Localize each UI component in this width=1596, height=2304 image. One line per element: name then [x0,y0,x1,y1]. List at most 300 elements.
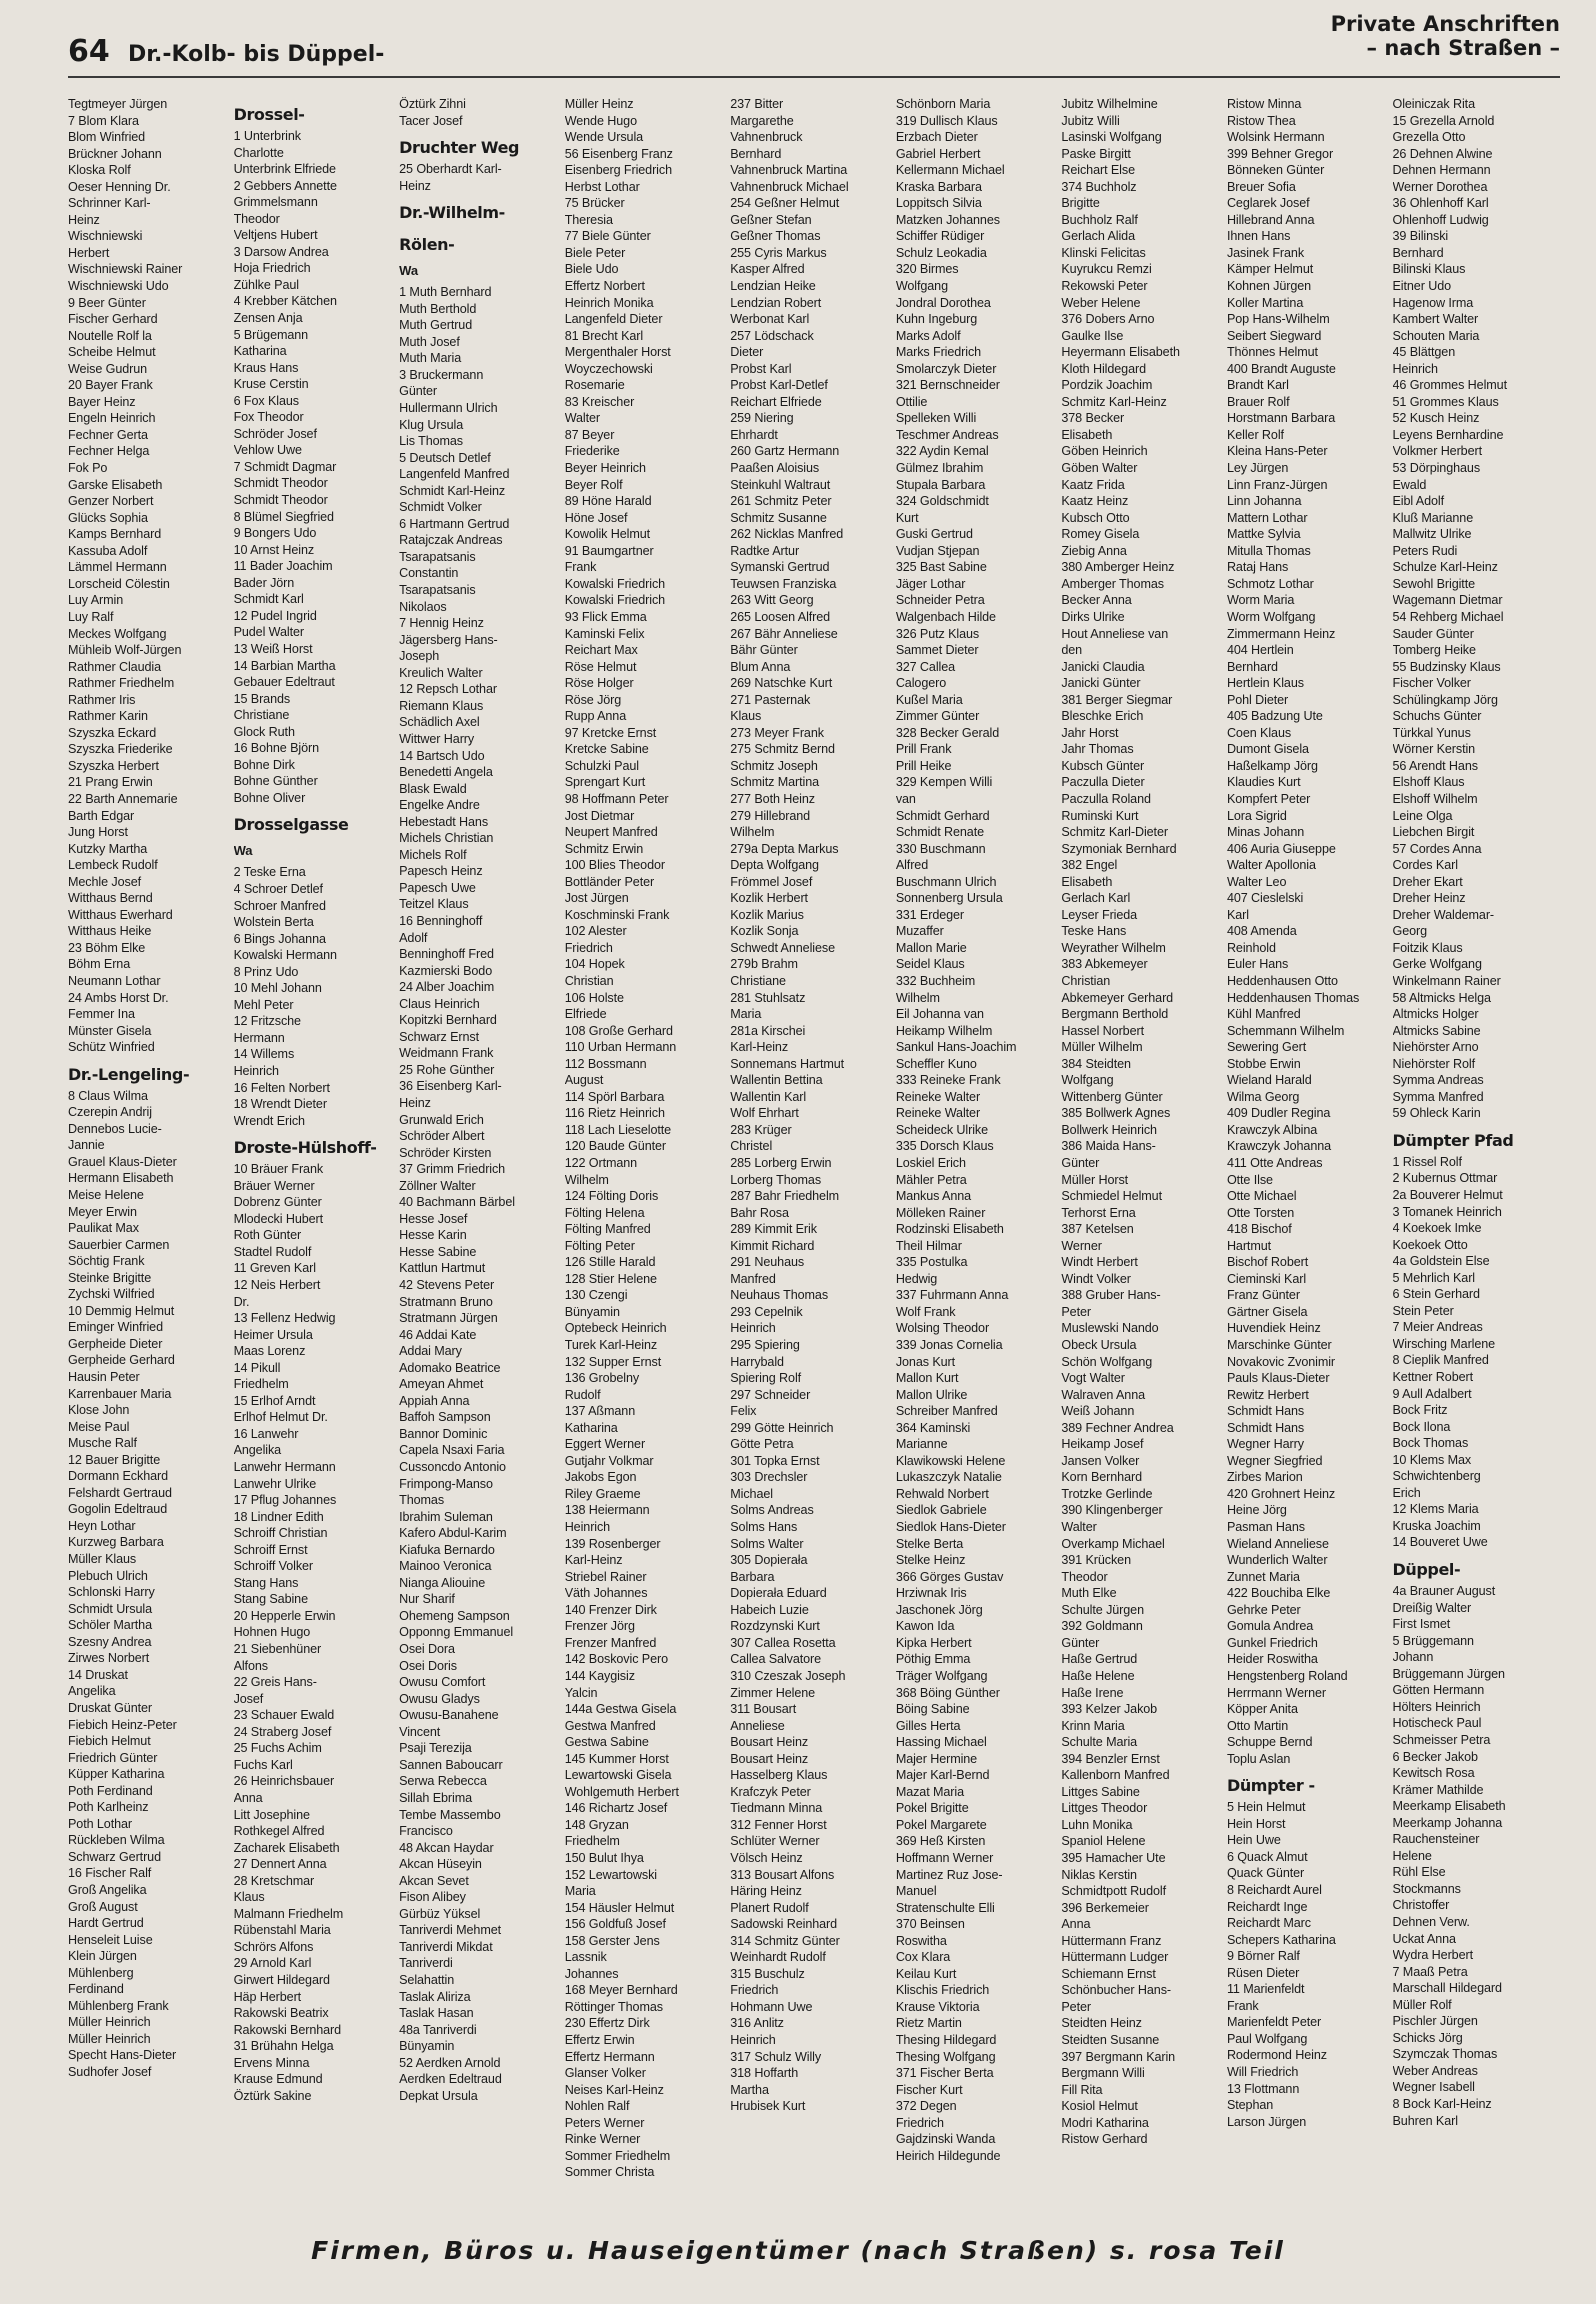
directory-entry: Söchtig Frank [68,1254,145,1269]
directory-entry: Adolf [399,930,428,945]
directory-entry: Muzaffer [895,924,944,939]
directory-entry: Friedhelm [233,1377,289,1392]
directory-entry: Oeser Henning Dr. [68,179,171,194]
directory-entry: Meckes Wolfgang [68,626,167,641]
directory-entry: 291 Neuhaus [730,1255,805,1270]
directory-entry: Weinhardt Rudolf [730,1950,826,1965]
directory-entry: Serwa Rebecca [399,1774,487,1789]
directory-entry: Szesny Andrea [68,1634,152,1649]
directory-entry: Jakobs Egon [564,1470,637,1485]
directory-entry: Manfred [730,1271,776,1286]
directory-entry: Heinz [399,1095,431,1110]
directory-entry: Cieminski Karl [1226,1271,1307,1286]
directory-entry: Röttinger Thomas [564,1999,663,2014]
directory-entry: Heyn Lothar [68,1518,136,1533]
directory-entry: Fischer Kurt [895,2082,963,2097]
directory-entry: Kurt [895,510,919,525]
directory-entry: Mitulla Thomas [1226,543,1311,558]
directory-entry: Maria [564,1884,596,1899]
directory-entry: 83 Kreischer [564,394,635,409]
directory-entry: 411 Otte Andreas [1226,1156,1323,1170]
directory-entry: 87 Beyer [564,427,615,442]
directory-entry: Jaschonek Jörg [895,1602,983,1617]
directory-entry: Stockmanns [1392,1881,1461,1896]
directory-entry: Karrenbauer Maria [68,1386,172,1401]
directory-entry: Roth Günter [233,1228,302,1243]
directory-entry: Jansen Volker [1061,1453,1140,1468]
street-heading: Druchter Weg [399,138,520,158]
directory-entry: Langenfeld Manfred [399,467,510,482]
directory-entry: Mallon Marie [895,940,967,955]
directory-entry: Müller Heinz [564,97,634,111]
directory-entry: Mattern Lothar [1226,510,1308,525]
directory-entry: Träger Wolfgang [895,1668,988,1683]
directory-entry: 42 Stevens Peter [399,1278,495,1292]
directory-entry: 420 Grohnert Heinz [1226,1486,1336,1501]
directory-entry: Szyszka Eckard [68,725,157,740]
directory-entry: Fok Po [68,461,108,476]
directory-entry: 335 Postulka [895,1255,968,1270]
directory-entry: Osei Dora [399,1642,455,1657]
directory-entry: Eggert Werner [564,1437,646,1452]
directory-entry: August [564,1073,604,1088]
directory-entry: Hengstenberg Roland [1226,1668,1348,1683]
directory-entry: 93 Flick Emma [564,609,647,624]
directory-entry: 58 Altmicks Helga [1392,990,1491,1005]
directory-entry: 392 Goldmann [1061,1619,1143,1634]
directory-entry: Peters Rudi [1392,543,1458,558]
directory-entry: Gerlach Karl [1061,891,1131,906]
directory-entry: Friedrich Günter [68,1750,158,1765]
directory-entry: 136 Grobelny [564,1371,640,1386]
directory-entry: Jägersberg Hans- [399,632,498,647]
directory-entry: Muth Elke [1061,1586,1117,1601]
directory-entry: 12 Neis Herbert [233,1278,321,1292]
directory-entry: Schepers Katharina [1226,1932,1336,1947]
street-heading: Dr.-Wilhelm- [399,203,505,223]
directory-entry: 140 Frenzer Dirk [564,1602,657,1617]
directory-entry: Gerpheide Gerhard [68,1353,175,1368]
directory-entry: Stelke Heinz [895,1553,966,1568]
directory-entry: 262 Nicklas Manfred [730,527,844,542]
directory-entry: Marks Adolf [895,328,961,343]
directory-entry: 404 Hertlein [1226,643,1294,658]
directory-entry: Sommer Christa [564,2165,655,2180]
directory-entry: Marks Friedrich [895,345,982,360]
directory-entry: Stang Hans [233,1575,299,1590]
directory-entry: Väth Johannes [564,1586,648,1601]
directory-entry: Schouten Maria [1392,328,1480,343]
directory-column-6 [896,96,1062,2236]
directory-entry: 277 Both Heinz [730,791,815,806]
directory-entry: Schön Wolfgang [1061,1354,1153,1369]
directory-entry: Stratenschulte Elli [895,1900,995,1915]
directory-entry: Riemann Klaus [399,698,484,713]
directory-entry: Heider Roswitha [1226,1652,1318,1667]
directory-entry: Witthaus Ewerhard [68,907,173,922]
directory-entry: Quack Günter [1226,1866,1305,1881]
directory-entry: Klaus [730,709,762,724]
directory-entry: Friedrich [895,2115,944,2130]
directory-entry: 57 Cordes Anna [1392,841,1482,856]
directory-entry: Mallon Kurt [895,1371,959,1386]
directory-entry: Effertz Hermann [564,2049,655,2064]
directory-entry: 51 Grommes Klaus [1392,394,1499,409]
directory-entry: Siedlok Gabriele [895,1503,987,1518]
directory-entry: 2 Teske Erna [233,865,306,880]
directory-entry: Frenzer Jörg [564,1619,635,1634]
directory-entry: 261 Schmitz Peter [730,494,832,509]
directory-entry: Klaus [233,1890,265,1905]
directory-entry: Jonas Kurt [895,1354,956,1369]
directory-entry: 393 Kelzer Jakob [1061,1702,1158,1717]
directory-entry: 122 Ortmann [564,1156,638,1170]
directory-entry: Heinrich [233,1063,279,1078]
directory-entry: Otte Michael [1226,1189,1297,1204]
directory-entry: Sauder Günter [1392,626,1474,641]
directory-entry: Vahnenbruck Martina [730,163,848,178]
directory-entry: Gilles Herta [895,1718,961,1733]
directory-entry: 330 Buschmann [895,841,986,856]
directory-entry: Wende Ursula [564,130,644,145]
directory-entry: Buschmann Ulrich [895,874,997,889]
directory-entry: Öztürk Zihni [399,97,466,111]
directory-entry: Müller Heinrich [68,2015,151,2030]
directory-entry: Grauel Klaus-Dieter [68,1154,177,1169]
directory-entry: Herrmann Werner [1226,1685,1326,1700]
directory-entry: Hullermann Ulrich [399,401,498,416]
directory-entry: Stratmann Bruno [399,1294,493,1309]
directory-entry: Huvendiek Heinz [1226,1321,1321,1336]
directory-entry: Alfons [233,1658,268,1673]
directory-entry: Lukaszczyk Natalie [895,1470,1002,1485]
directory-entry: Müller Heinrich [68,2031,151,2046]
directory-entry: 295 Spiering [730,1338,800,1353]
directory-entry: 422 Bouchiba Elke [1226,1586,1331,1601]
directory-entry: Schmidt Theodor [233,476,328,491]
directory-entry: Schmidt Hans [1226,1420,1305,1435]
directory-entry: Linn Johanna [1226,494,1302,509]
directory-entry: Hillebrand Anna [1226,212,1315,227]
directory-entry: Heinrich [730,2032,776,2047]
directory-entry: Götte Petra [730,1437,794,1452]
directory-entry: 303 Drechsler [730,1470,808,1485]
directory-entry: Groß August [68,1899,138,1914]
directory-entry: Schmotz Lothar [1226,576,1314,591]
directory-entry: 20 Hepperle Erwin [233,1608,336,1623]
directory-entry: 13 Flottmann [1226,2081,1300,2096]
directory-entry: Jung Horst [68,825,128,840]
directory-entry: Franz Günter [1226,1288,1300,1303]
directory-entry: Leine Olga [1392,808,1453,823]
directory-entry: Blom Winfried [68,130,146,145]
directory-entry: Türkkal Yunus [1392,725,1471,740]
directory-entry: Kassuba Adolf [68,543,148,558]
directory-entry: 328 Becker Gerald [895,725,1000,740]
directory-entry: Kamps Bernhard [68,527,162,542]
directory-entry: Windt Volker [1061,1271,1131,1286]
directory-entry: 148 Gryzan [564,1817,629,1832]
directory-entry: Wende Hugo [564,113,637,128]
directory-entry: Fölting Manfred [564,1222,651,1237]
directory-entry: Calogero [895,676,947,691]
directory-entry: Obeck Ursula [1061,1338,1137,1353]
directory-entry: Frank [564,560,597,575]
directory-entry: 55 Budzinsky Klaus [1392,659,1501,674]
directory-entry: Sadowski Reinhard [730,1917,838,1932]
directory-entry: Böhm Erna [68,957,131,972]
footer-note: Firmen, Büros u. Hauseigentümer (nach Straßen) s. rosa Teil [311,2236,1285,2265]
directory-entry: Sankul Hans-Joachim [895,1040,1017,1055]
directory-entry: Werbonat Karl [730,312,810,327]
directory-entry: Dr. [233,1294,250,1309]
directory-entry: 397 Bergmann Karin [1061,2049,1176,2064]
directory-entry: 118 Lach Lieselotte [564,1122,672,1137]
directory-entry: Charlotte [233,145,284,160]
directory-entry: den [1061,643,1083,658]
directory-entry: Wilhelm [730,825,775,840]
directory-entry: Schmidtpott Rudolf [1061,1884,1166,1899]
directory-entry: Spelleken Willi [895,411,977,426]
directory-entry: Veltjens Hubert [233,228,318,243]
directory-entry: 265 Loosen Alfred [730,609,831,624]
directory-entry: Fechner Gerta [68,427,148,442]
directory-entry: 406 Auria Giuseppe [1226,841,1336,856]
directory-entry: Wilma Georg [1226,1089,1300,1104]
directory-entry: 318 Hoffarth [730,2066,799,2081]
directory-entry: 364 Kaminski [895,1420,971,1435]
directory-entry: Neuhaus Thomas [730,1288,829,1303]
directory-entry: Abkemeyer Gerhard [1061,990,1174,1005]
directory-entry: Tacer Josef [399,113,463,128]
directory-entry: Mazat Maria [895,1784,964,1799]
directory-entry: Schmitz Karl-Dieter [1061,825,1168,840]
directory-column-3 [399,96,565,2236]
directory-entry: Vahnenbruck Michael [730,179,849,194]
directory-entry: Baffoh Sampson [399,1410,491,1425]
directory-entry: Christel [730,1139,773,1154]
directory-entry: Cox Klara [895,1950,951,1965]
directory-entry: Gärtner Gisela [1226,1304,1308,1319]
directory-entry: Thönnes Helmut [1226,345,1318,360]
directory-entry: 3 Tomanek Heinrich [1392,1204,1502,1219]
directory-entry: Rathmer Iris [68,692,136,707]
directory-entry: Schroer Manfred [233,898,326,913]
directory-entry: Krinn Maria [1061,1718,1125,1733]
directory-entry: Callea Salvatore [730,1652,822,1667]
directory-entry: Schiffer Rüdiger [895,229,985,244]
directory-entry: Wolfgang [895,279,948,294]
directory-entry: Thesing Hildegard [895,2032,997,2047]
directory-entry: Werner Dorothea [1392,179,1488,194]
directory-entry: Lendzian Heike [730,279,816,294]
directory-entry: Gerke Wolfgang [1392,957,1482,972]
directory-entry: Schmiedel Helmut [1061,1189,1162,1204]
directory-entry: 376 Dobers Arno [1061,312,1155,327]
directory-entry: Bock Ilona [1392,1419,1451,1434]
directory-entry: Bahr Rosa [730,1205,789,1220]
directory-entry: Kohnen Jürgen [1226,279,1312,294]
directory-entry: Helene [1392,1848,1432,1863]
directory-column-7 [1061,96,1227,2236]
directory-entry: Lanwehr Hermann [233,1460,336,1475]
directory-entry: Kuhn Ingeburg [895,312,978,327]
directory-entry: 9 Aull Adalbert [1392,1386,1472,1401]
directory-entry: 142 Boskovic Pero [564,1652,668,1667]
directory-entry: Sauerbier Carmen [68,1237,170,1252]
directory-entry: Öztürk Sakine [233,2088,312,2103]
directory-entry: 15 Grezella Arnold [1392,113,1495,128]
directory-entry: Sommer Friedhelm [564,2148,671,2163]
directory-entry: Rozdzynski Kurt [730,1619,820,1634]
directory-entry: Elshoff Klaus [1392,775,1465,790]
directory-entry: Schmeisser Petra [1392,1732,1491,1747]
directory-entry: Elisabeth [1061,427,1113,442]
directory-entry: 18 Wrendt Dieter [233,1097,327,1112]
directory-entry: Symma Andreas [1392,1073,1484,1088]
directory-entry: Hein Horst [1226,1816,1286,1831]
directory-entry: Schulz Leokadia [895,245,987,260]
directory-entry: Otte Ilse [1226,1172,1273,1187]
directory-entry: Marienfeldt Peter [1226,2015,1322,2030]
directory-entry: 150 Bulut Ihya [564,1850,644,1865]
directory-entry: Rübenstahl Maria [233,1923,331,1938]
directory-entry: Symanski Gertrud [730,560,830,575]
directory-entry: Steidten Susanne [1061,2032,1160,2047]
directory-entry: Gehrke Peter [1226,1602,1301,1617]
directory-entry: Grunwald Erich [399,1112,484,1127]
directory-entry: Martinez Ruz Jose- [895,1867,1003,1882]
directory-entry: Szyszka Friederike [68,742,173,757]
directory-entry: Sammet Dieter [895,643,979,658]
directory-entry: Engelke Andre [399,798,480,813]
directory-entry: Tiedmann Minna [730,1801,823,1816]
directory-entry: Unterbrink Elfriede [233,162,336,177]
directory-entry: Karl [1226,907,1249,922]
directory-entry: Heinrich [730,1321,776,1336]
directory-entry: Walter [564,411,601,426]
directory-entry: Litt Josephine [233,1807,310,1822]
directory-entry: Heikamp Josef [1061,1437,1144,1452]
directory-entry: Friedrich [730,1983,779,1998]
directory-entry: Angelika [68,1684,116,1699]
directory-entry: 16 Fischer Ralf [68,1866,152,1881]
directory-entry: Bock Fritz [1392,1403,1448,1418]
directory-entry: Genzer Norbert [68,494,154,509]
directory-entry: Capela Nsaxi Faria [399,1443,505,1458]
directory-entry: Günter [1061,1156,1100,1170]
directory-entry: Benedetti Angela [399,765,493,780]
street-heading: Dümpter - [1226,1776,1315,1796]
directory-entry: Schulte Jürgen [1061,1602,1144,1617]
directory-entry: Bünyamin [399,2039,455,2054]
directory-entry: Joseph [399,649,440,664]
directory-entry: Nohlen Ralf [564,2099,630,2114]
directory-entry: Probst Karl-Detlef [730,378,828,393]
directory-entry: Fill Rita [1061,2082,1103,2097]
directory-entry: Göben Heinrich [1061,444,1148,459]
directory-entry: Taslak Hasan [399,2006,474,2021]
directory-entry: Korn Bernhard [1061,1470,1142,1485]
directory-entry: Szymczak Thomas [1392,2047,1498,2062]
directory-entry: Wolfgang [1061,1073,1114,1088]
directory-entry: Elisabeth [1061,874,1113,889]
directory-entry: 324 Goldschmidt [895,494,989,509]
directory-entry: 36 Ohlenhoff Karl [1392,196,1489,211]
directory-entry: Hohnen Hugo [233,1625,311,1640]
directory-entry: Marschall Hildegard [1392,1981,1502,1996]
directory-entry: 124 Fölting Doris [564,1189,659,1204]
directory-entry: Dreher Ekart [1392,874,1463,889]
directory-entry: 23 Schauer Ewald [233,1708,335,1723]
directory-entry: Tanriverdi Mehmet [399,1923,502,1938]
directory-entry: Plebuch Ulrich [68,1568,148,1583]
directory-entry: Hohmann Uwe [730,1999,813,2014]
directory-entry: Schütz Winfried [68,1040,155,1055]
directory-entry: Mühlenberg Frank [68,1998,169,2013]
directory-entry: 297 Schneider [730,1387,811,1402]
directory-entry: Hüttermann Franz [1061,1933,1162,1948]
directory-entry: 368 Böing Günther [895,1685,1000,1700]
directory-entry: Fison Alibey [399,1890,466,1905]
directory-entry: Teitzel Klaus [399,897,469,912]
directory-entry: Nianga Aliouine [399,1575,486,1590]
directory-entry: 394 Benzler Ernst [1061,1751,1160,1766]
directory-entry: Hermann Elisabeth [68,1171,174,1186]
directory-entry: 7 Maaß Petra [1392,1964,1468,1979]
directory-entry: Benninghoff Fred [399,947,494,962]
page-range: Dr.-Kolb- bis Düppel- [128,42,385,67]
directory-entry: 156 Goldfuß Josef [564,1917,666,1932]
directory-entry: 374 Buchholz [1061,179,1137,194]
directory-entry: Kawon Ida [895,1619,955,1634]
directory-entry: First Ismet [1392,1617,1451,1632]
directory-entry: Gunkel Friedrich [1226,1635,1318,1650]
directory-entry: Grezella Otto [1392,130,1466,145]
directory-entry: Elfriede [564,1007,607,1022]
directory-entry: Ratajczak Andreas [399,533,503,548]
directory-entry: 322 Aydin Kemal [895,444,989,459]
directory-entry: Zöllner Walter [399,1178,476,1193]
directory-entry: Bannor Dominic [399,1426,488,1441]
directory-entry: 24 Alber Joachim [399,980,495,995]
directory-entry: 14 Barbian Martha [233,658,336,673]
directory-entry: Schröder Albert [399,1129,485,1144]
directory-entry: Ihnen Hans [1226,229,1291,244]
directory-entry: Overkamp Michael [1061,1536,1165,1551]
directory-entry: 6 Fox Klaus [233,393,299,408]
directory-entry: Kluß Marianne [1392,510,1474,525]
street-heading: Drosselgasse [233,815,349,835]
directory-entry: Ristow Thea [1226,113,1296,128]
directory-entry: Geßner Thomas [730,229,821,244]
directory-entry: Hartmut [1226,1238,1272,1253]
directory-entry: Appiah Anna [399,1393,470,1408]
directory-entry: Glücks Sophia [68,510,148,525]
directory-entry: Theil Hilmar [895,1238,962,1253]
street-heading: Drossel- [233,105,305,124]
directory-entry: 6 Stein Gerhard [1392,1287,1480,1302]
directory-entry: 45 Blättgen [1392,345,1456,360]
directory-entry: Gutjahr Volkmar [564,1453,654,1468]
directory-entry: Jost Jürgen [564,891,629,906]
directory-entry: Majer Hermine [895,1751,978,1766]
directory-entry: Rüsen Dieter [1226,1965,1300,1980]
directory-entry: Krämer Mathilde [1392,1782,1484,1797]
directory-entry: Riley Graeme [564,1486,641,1501]
directory-entry: Druskat Günter [68,1700,152,1715]
directory-entry: Weiß Johann [1061,1404,1135,1419]
